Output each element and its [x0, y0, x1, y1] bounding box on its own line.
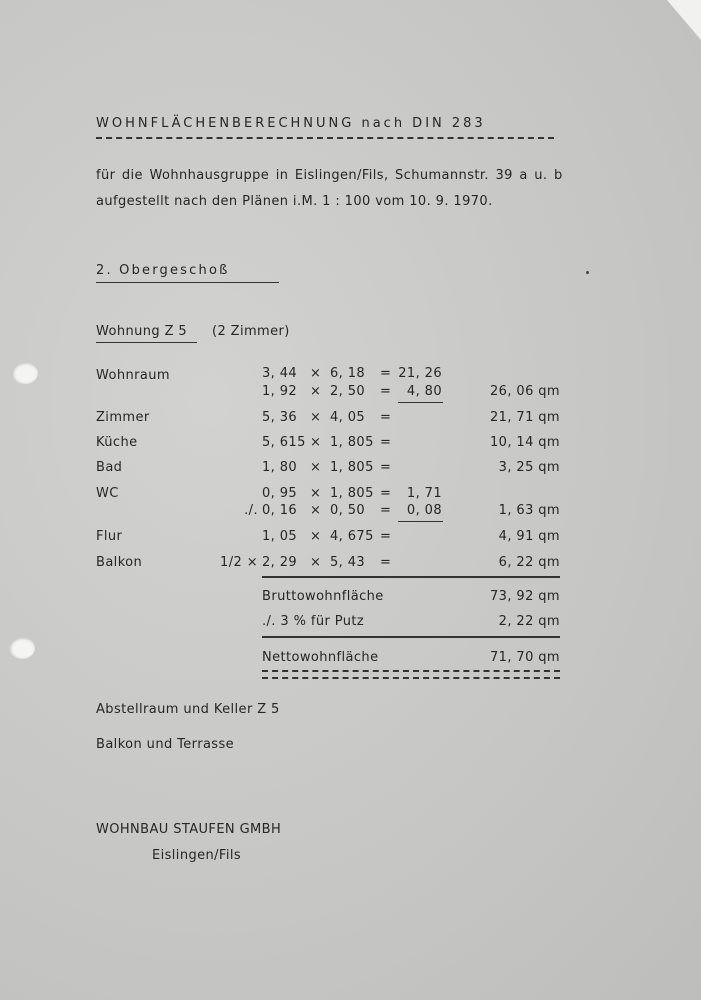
- room-label: Bad: [96, 460, 123, 475]
- row-total: 26, 06 qm: [490, 384, 560, 399]
- address-line: für die Wohnhausgruppe in Eislingen/Fils, Schumannstr. 39 a u. b: [96, 168, 563, 183]
- company-name: WOHNBAU STAUFEN GMBH: [96, 822, 282, 837]
- putz-label: ./. 3 % für Putz: [262, 614, 365, 629]
- brutto-label: Bruttowohnfläche: [262, 589, 384, 604]
- apartment-name: Wohnung Z 5: [96, 324, 188, 339]
- section-underline: [96, 282, 279, 283]
- punch-hole-bottom: [9, 637, 35, 659]
- room-label: Zimmer: [96, 410, 150, 425]
- multiply-sign: ×: [310, 555, 322, 570]
- multiply-sign: ×: [310, 460, 322, 475]
- multiply-sign: ×: [310, 486, 322, 501]
- equals-sign: =: [380, 460, 392, 475]
- room-label: Flur: [96, 529, 123, 544]
- factor-b: 0, 50: [330, 503, 366, 518]
- multiply-sign: ×: [310, 529, 322, 544]
- room-label: WC: [96, 486, 119, 501]
- multiply-sign: ×: [310, 435, 322, 450]
- company-city: Eislingen/Fils: [152, 848, 242, 863]
- equals-sign: =: [380, 503, 392, 518]
- folded-corner: [667, 0, 701, 40]
- section-heading: 2. Obergeschoß: [96, 263, 230, 278]
- equals-sign: =: [380, 435, 392, 450]
- subtotal: 0, 08: [406, 503, 442, 518]
- title-dashed-underline: [96, 137, 554, 139]
- factor-b: 4, 675: [330, 529, 374, 544]
- room-label: Balkon: [96, 555, 143, 570]
- multiply-sign: ×: [310, 366, 322, 381]
- subtotal: 1, 71: [406, 486, 442, 501]
- multiply-sign: ×: [310, 410, 322, 425]
- netto-value: 71, 70 qm: [490, 650, 560, 665]
- storage-note: Abstellraum und Keller Z 5: [96, 702, 280, 717]
- document-title: WOHNFLÄCHENBERECHNUNG nach DIN 283: [96, 116, 486, 131]
- factor-a: 3, 44: [262, 366, 298, 381]
- factor-b: 2, 50: [330, 384, 366, 399]
- room-label: Küche: [96, 435, 138, 450]
- factor-a: 1, 05: [262, 529, 298, 544]
- factor-a: 1, 92: [262, 384, 298, 399]
- subtotal-underline: [398, 521, 443, 522]
- row-total: 6, 22 qm: [498, 555, 560, 570]
- factor-b: 6, 18: [330, 366, 366, 381]
- netto-label: Nettowohnfläche: [262, 650, 379, 665]
- brutto-value: 73, 92 qm: [490, 589, 560, 604]
- subtotal: 21, 26: [398, 366, 442, 381]
- multiply-sign: ×: [310, 503, 322, 518]
- apartment-rooms-note: (2 Zimmer): [212, 324, 290, 339]
- factor-a: 0, 16: [262, 503, 298, 518]
- room-label: Wohnraum: [96, 368, 170, 383]
- speck: [586, 271, 589, 274]
- factor-b: 1, 805: [330, 486, 374, 501]
- punch-hole-top: [12, 362, 38, 384]
- subtotal-underline: [398, 402, 443, 403]
- factor-b: 1, 805: [330, 460, 374, 475]
- sum-line: [262, 576, 560, 578]
- multiply-sign: ×: [310, 384, 322, 399]
- balcony-note: Balkon und Terrasse: [96, 737, 235, 752]
- factor-a: 0, 95: [262, 486, 298, 501]
- double-underline: [262, 670, 560, 679]
- factor-b: 4, 05: [330, 410, 366, 425]
- factor-a: 5, 36: [262, 410, 298, 425]
- factor-b: 1, 805: [330, 435, 374, 450]
- equals-sign: =: [380, 366, 392, 381]
- equals-sign: =: [380, 384, 392, 399]
- equals-sign: =: [380, 555, 392, 570]
- row-total: 4, 91 qm: [498, 529, 560, 544]
- row-total: 3, 25 qm: [498, 460, 560, 475]
- row-prefix: 1/2 ×: [220, 555, 258, 570]
- apartment-underline: [96, 342, 197, 343]
- net-sum-line: [262, 636, 560, 638]
- equals-sign: =: [380, 410, 392, 425]
- row-total: 1, 63 qm: [498, 503, 560, 518]
- row-total: 21, 71 qm: [490, 410, 560, 425]
- factor-a: 2, 29: [262, 555, 298, 570]
- factor-a: 1, 80: [262, 460, 298, 475]
- subtotal: 4, 80: [406, 384, 442, 399]
- factor-b: 5, 43: [330, 555, 366, 570]
- row-total: 10, 14 qm: [490, 435, 560, 450]
- factor-a: 5, 615: [262, 435, 306, 450]
- equals-sign: =: [380, 529, 392, 544]
- row-prefix: ./.: [244, 503, 258, 518]
- plan-reference-line: aufgestellt nach den Plänen i.M. 1 : 100 vom 10. 9. 1970.: [96, 194, 493, 209]
- putz-value: 2, 22 qm: [498, 614, 560, 629]
- equals-sign: =: [380, 486, 392, 501]
